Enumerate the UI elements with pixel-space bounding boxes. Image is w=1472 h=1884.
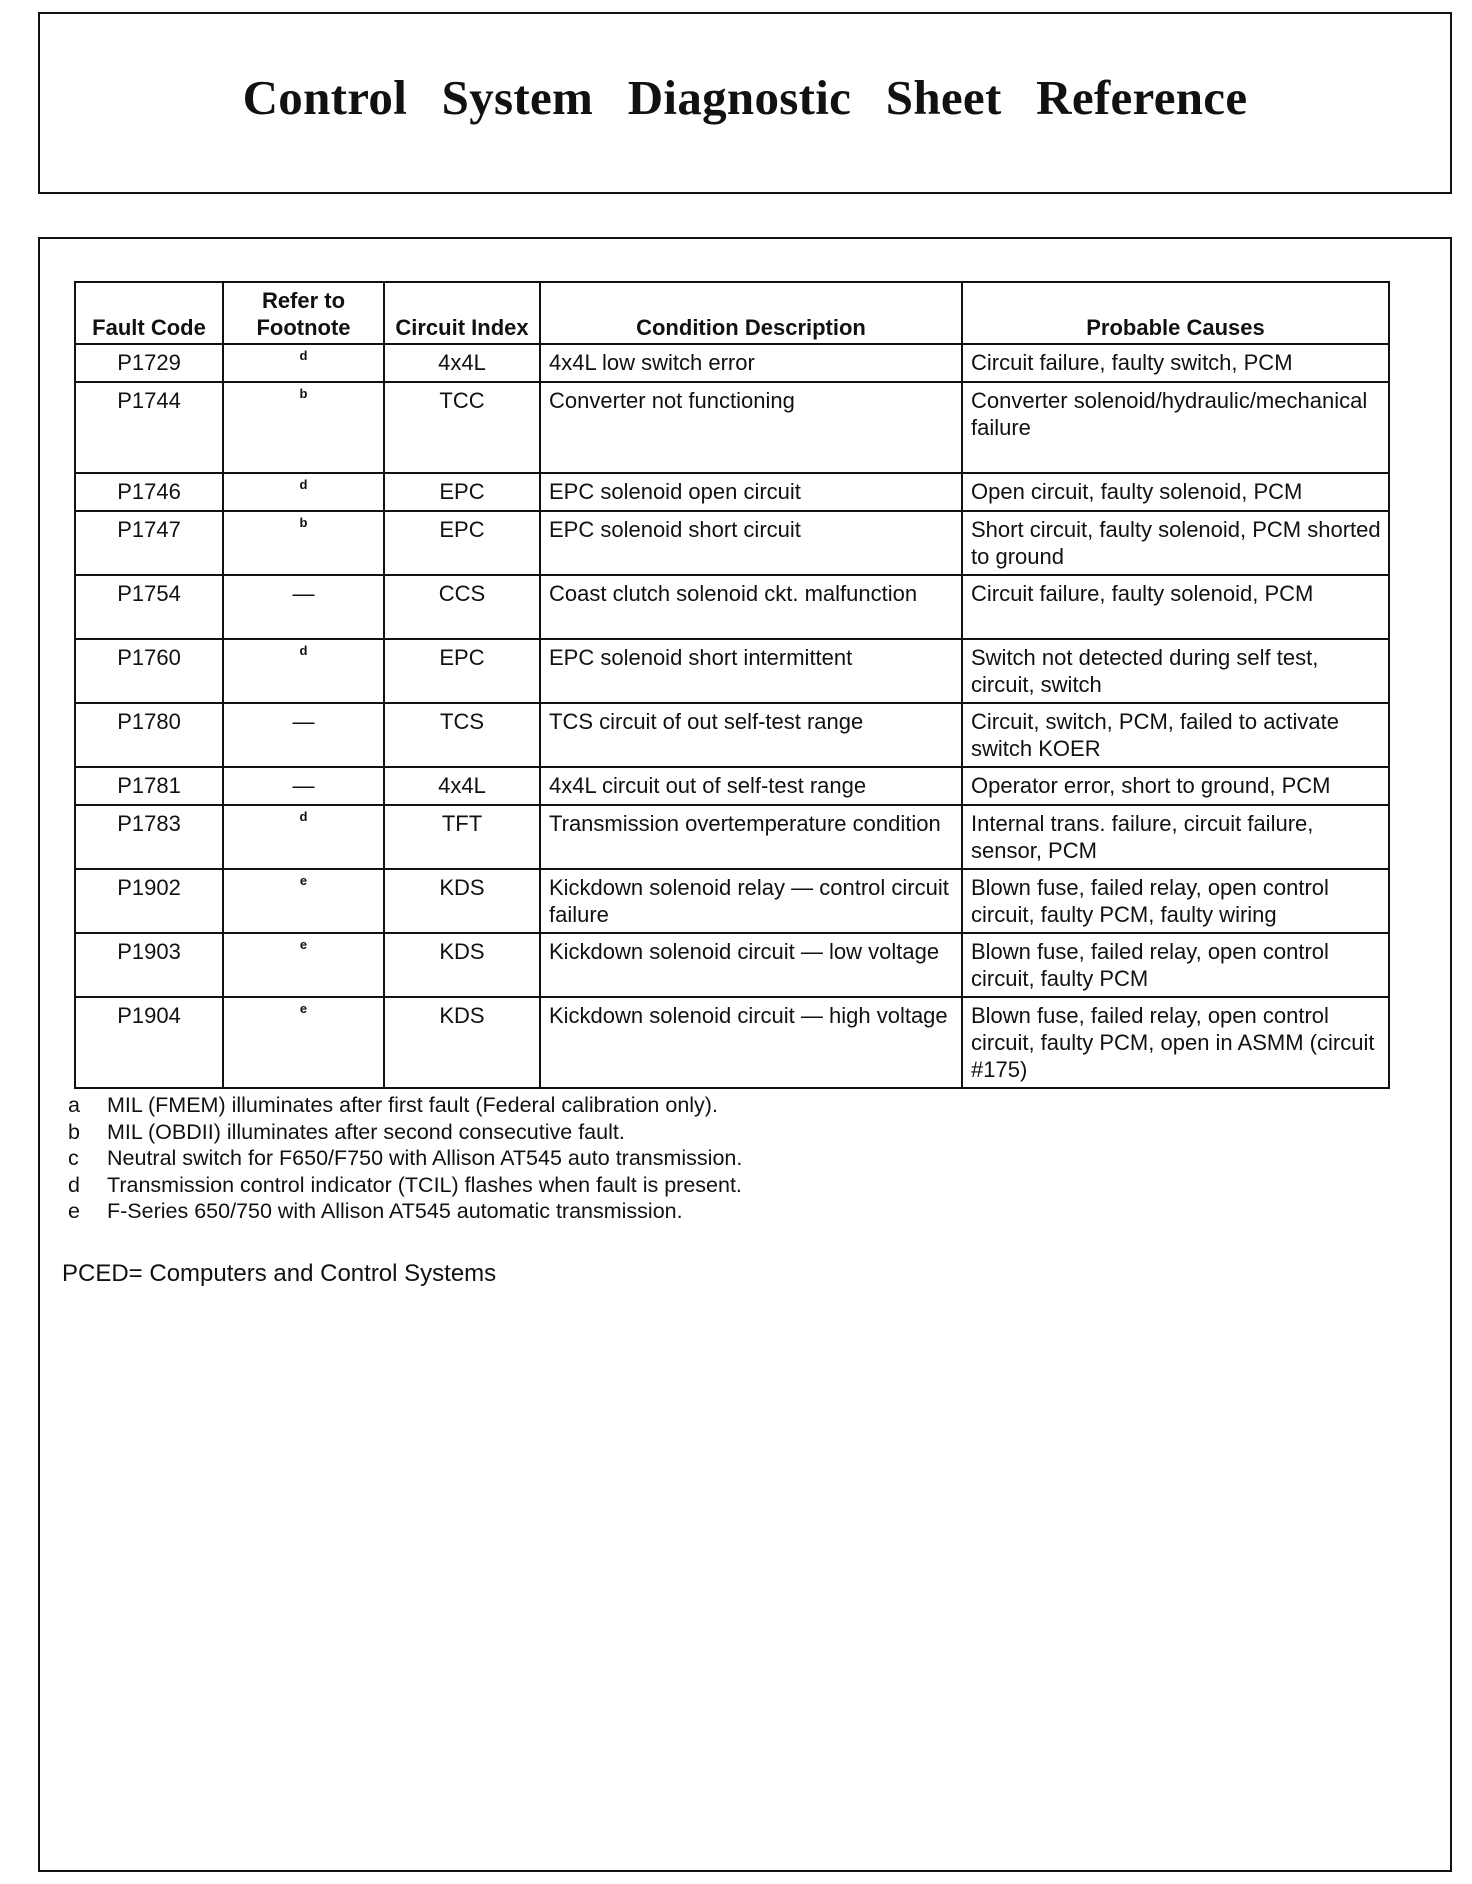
probable-causes-cell: Circuit, switch, PCM, failed to activate switch KOER bbox=[962, 703, 1389, 767]
probable-causes-cell: Blown fuse, failed relay, open control circuit, faulty PCM, open in ASMM (circuit #175) bbox=[962, 997, 1389, 1088]
circuit-index-cell: EPC bbox=[384, 511, 540, 575]
header-fault-code: Fault Code bbox=[75, 282, 223, 344]
table-row bbox=[75, 767, 1389, 805]
circuit-index-cell: KDS bbox=[384, 997, 540, 1088]
condition-description-cell: EPC solenoid open circuit bbox=[540, 473, 962, 511]
main-content-box bbox=[38, 237, 1452, 1872]
footnote-ref-cell: — bbox=[223, 703, 384, 767]
condition-description-cell: Kickdown solenoid circuit — high voltage bbox=[540, 997, 962, 1088]
circuit-index-cell: TCS bbox=[384, 703, 540, 767]
footnote-letter: a bbox=[68, 1093, 80, 1117]
footnote-item bbox=[68, 1172, 742, 1199]
footnote-ref-cell: e bbox=[223, 997, 384, 1088]
circuit-index-cell: TCC bbox=[384, 382, 540, 473]
fault-code-cell: P1754 bbox=[75, 575, 223, 639]
table-row bbox=[75, 511, 1389, 575]
footnote-ref-cell: e bbox=[223, 933, 384, 997]
table-row bbox=[75, 869, 1389, 933]
table-row bbox=[75, 382, 1389, 473]
probable-causes-cell: Operator error, short to ground, PCM bbox=[962, 767, 1389, 805]
footnote-item bbox=[68, 1092, 742, 1119]
table-row bbox=[75, 473, 1389, 511]
condition-description-cell: Transmission overtemperature condition bbox=[540, 805, 962, 869]
probable-causes-cell: Circuit failure, faulty switch, PCM bbox=[962, 344, 1389, 382]
fault-code-cell: P1904 bbox=[75, 997, 223, 1088]
footnote-item bbox=[68, 1198, 742, 1225]
footnote-item bbox=[68, 1145, 742, 1172]
fault-code-cell: P1747 bbox=[75, 511, 223, 575]
condition-description-cell: Converter not functioning bbox=[540, 382, 962, 473]
footnote-letter: b bbox=[68, 1119, 80, 1144]
probable-causes-cell: Open circuit, faulty solenoid, PCM bbox=[962, 473, 1389, 511]
fault-code-cell: P1783 bbox=[75, 805, 223, 869]
circuit-index-cell: 4x4L bbox=[384, 767, 540, 805]
probable-causes-cell: Short circuit, faulty solenoid, PCM shorted to ground bbox=[962, 511, 1389, 575]
footnote-ref-cell: d bbox=[223, 344, 384, 382]
header-circuit-index: Circuit Index bbox=[384, 282, 540, 344]
footnote-ref-cell: — bbox=[223, 767, 384, 805]
footnote-ref-cell: d bbox=[223, 639, 384, 703]
header-probable-causes: Probable Causes bbox=[962, 282, 1389, 344]
fault-code-cell: P1744 bbox=[75, 382, 223, 473]
table-row bbox=[75, 639, 1389, 703]
footnote-ref-cell: b bbox=[223, 511, 384, 575]
circuit-index-cell: CCS bbox=[384, 575, 540, 639]
condition-description-cell: Kickdown solenoid circuit — low voltage bbox=[540, 933, 962, 997]
condition-description-cell: Kickdown solenoid relay — control circuit failure bbox=[540, 869, 962, 933]
circuit-index-cell: EPC bbox=[384, 473, 540, 511]
footnote-letter: d bbox=[68, 1172, 80, 1197]
probable-causes-cell: Blown fuse, failed relay, open control circuit, faulty PCM bbox=[962, 933, 1389, 997]
footnote-letter: c bbox=[68, 1146, 79, 1170]
probable-causes-cell: Blown fuse, failed relay, open control circuit, faulty PCM, faulty wiring bbox=[962, 869, 1389, 933]
footnotes-list bbox=[68, 1092, 742, 1225]
footnote-ref-cell: d bbox=[223, 473, 384, 511]
condition-description-cell: 4x4L circuit out of self-test range bbox=[540, 767, 962, 805]
probable-causes-cell: Switch not detected during self test, circuit, switch bbox=[962, 639, 1389, 703]
title-box bbox=[38, 12, 1452, 194]
table-row bbox=[75, 997, 1389, 1088]
table-row bbox=[75, 575, 1389, 639]
table-header-row bbox=[75, 282, 1389, 344]
table-row bbox=[75, 703, 1389, 767]
fault-code-cell: P1903 bbox=[75, 933, 223, 997]
circuit-index-cell: TFT bbox=[384, 805, 540, 869]
fault-code-table bbox=[74, 281, 1390, 1089]
header-condition-description: Condition Description bbox=[540, 282, 962, 344]
probable-causes-cell: Circuit failure, faulty solenoid, PCM bbox=[962, 575, 1389, 639]
condition-description-cell: EPC solenoid short intermittent bbox=[540, 639, 962, 703]
fault-code-cell: P1729 bbox=[75, 344, 223, 382]
footnote-text: MIL (OBDII) illuminates after second consecutive fault. bbox=[107, 1119, 625, 1144]
condition-description-cell: 4x4L low switch error bbox=[540, 344, 962, 382]
fault-code-cell: P1781 bbox=[75, 767, 223, 805]
footnote-text: Neutral switch for F650/F750 with Allison AT545 auto transmission. bbox=[107, 1146, 743, 1170]
footnote-text: Transmission control indicator (TCIL) flashes when fault is present. bbox=[107, 1172, 742, 1197]
footnote-item bbox=[68, 1119, 742, 1146]
footnote-text: F-Series 650/750 with Allison AT545 automatic transmission. bbox=[107, 1199, 683, 1223]
table-row bbox=[75, 933, 1389, 997]
probable-causes-cell: Internal trans. failure, circuit failure, sensor, PCM bbox=[962, 805, 1389, 869]
condition-description-cell: Coast clutch solenoid ckt. malfunction bbox=[540, 575, 962, 639]
fault-code-cell: P1760 bbox=[75, 639, 223, 703]
table-row bbox=[75, 344, 1389, 382]
pced-note: PCED= Computers and Control Systems bbox=[62, 1260, 497, 1287]
footnote-ref-cell: d bbox=[223, 805, 384, 869]
header-refer-to-footnote: Refer to Footnote bbox=[223, 282, 384, 344]
footnote-letter: e bbox=[68, 1199, 80, 1223]
table-row bbox=[75, 805, 1389, 869]
fault-code-cell: P1902 bbox=[75, 869, 223, 933]
footnote-ref-cell: b bbox=[223, 382, 384, 473]
condition-description-cell: EPC solenoid short circuit bbox=[540, 511, 962, 575]
circuit-index-cell: EPC bbox=[384, 639, 540, 703]
footnote-ref-cell: e bbox=[223, 869, 384, 933]
fault-code-cell: P1746 bbox=[75, 473, 223, 511]
fault-code-cell: P1780 bbox=[75, 703, 223, 767]
page-title: Control System Diagnostic Sheet Reference bbox=[242, 69, 1248, 125]
circuit-index-cell: 4x4L bbox=[384, 344, 540, 382]
circuit-index-cell: KDS bbox=[384, 869, 540, 933]
footnote-text: MIL (FMEM) illuminates after first fault (Federal calibration only). bbox=[107, 1093, 718, 1117]
fault-table-body bbox=[75, 344, 1389, 1088]
circuit-index-cell: KDS bbox=[384, 933, 540, 997]
footnote-ref-cell: — bbox=[223, 575, 384, 639]
condition-description-cell: TCS circuit of out self-test range bbox=[540, 703, 962, 767]
probable-causes-cell: Converter solenoid/hydraulic/mechanical failure bbox=[962, 382, 1389, 473]
